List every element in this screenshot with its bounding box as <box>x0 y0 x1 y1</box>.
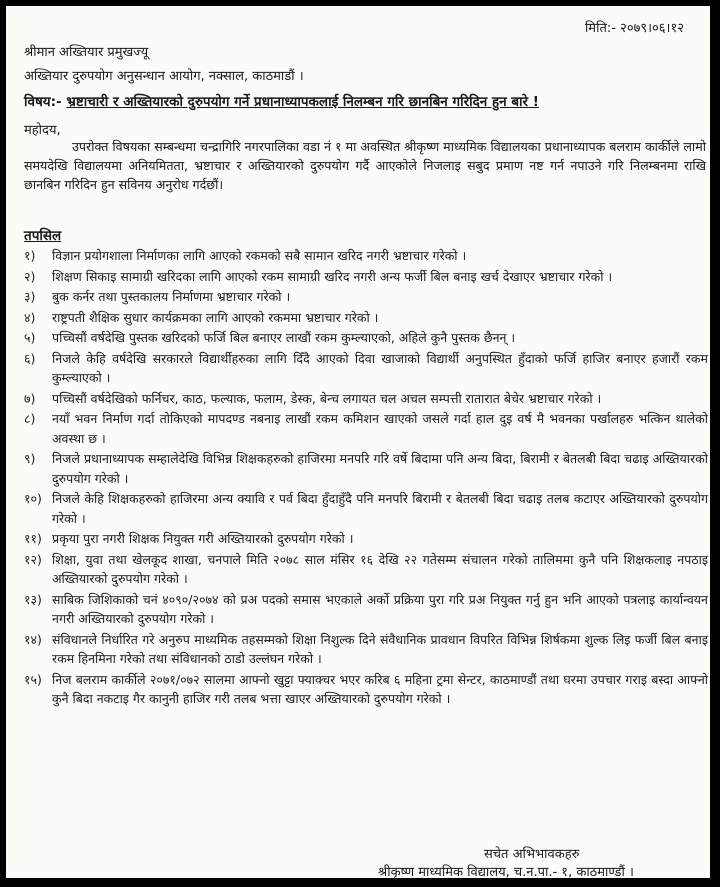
list-item-number: १) <box>24 248 36 263</box>
list-item-text: संविधानले निर्धारित गरे अनुरुप माध्यमिक तहसम्मको शिक्षा निशुल्क दिने संवैधानिक प्रावधान विपरित विभिन्न शिर्षकमा शुल्क लिइ फर्जी बिल बनाइ रकम हिनमिना गरेको तथा संविधानको ठाडो उल्लंघन गरेको । <box>52 631 708 666</box>
list-item <box>24 287 708 307</box>
list-item-number: ४) <box>24 309 36 325</box>
list-item-number: १२) <box>24 551 42 567</box>
list-item-number: ११) <box>24 531 42 546</box>
list-item-text: प्रकृया पुरा नगरी शिक्षक नियुक्त गरी अख्तियारको दुरुपयोग गरेको । <box>52 531 354 546</box>
recipient-office: अख्तियार दुरुपयोग अनुसन्धान आयोग, नक्साल, काठमाडौं । <box>24 69 304 84</box>
list-item <box>24 349 708 388</box>
list-item-text: शिक्षण सिकाइ सामाग्री खरिदका लागि आएको रकम सामाग्री खरिद नगरी अन्य फर्जी बिल बनाइ खर्च देखाएर भ्रष्टाचार गरेको । <box>52 268 613 284</box>
list-item-number: १५) <box>24 671 42 687</box>
list-item-number: ५) <box>24 330 36 345</box>
complaint-list <box>24 246 708 710</box>
list-item <box>24 449 708 488</box>
salutation: महोदय, <box>24 123 61 138</box>
list-item-number: १४) <box>24 631 42 647</box>
list-item <box>24 267 708 287</box>
list-item <box>24 246 708 266</box>
subject-text: भ्रष्टाचारी र अख्तियारको दुरुपयोग गर्ने प्रधानाध्यापकलाई निलम्बन गरि छानबिन गरिदिन हुन बारे ! <box>66 94 539 110</box>
list-item-text: पच्चिसौं वर्षदेखि पुस्तक खरिदको फर्जि बिल बनाएर लाखौं रकम कुम्ल्याएको, अहिले कुनै पुस्तक छैनन् । <box>52 330 516 345</box>
list-item-number: १०) <box>24 491 42 506</box>
list-item-number: ७) <box>24 390 36 406</box>
list-item <box>24 590 708 629</box>
list-item-text: शिक्षा, युवा तथा खेलकूद शाखा, चनपाले मिति २०७८ साल मंसिर १६ देखि २२ गतेसम्म संचालन गरेको तालिममा कुनै पनि शिक्षकलाइ नपठाइ अख्तियारको दुरुपयोग गरेको । <box>52 551 708 586</box>
list-item-number: १३) <box>24 591 42 607</box>
list-item <box>24 529 708 549</box>
recipient-title: श्रीमान अख्तियार प्रमुखज्यू <box>24 45 149 60</box>
list-item-text: निजले प्रधानाध्यापक सम्हालेदेखि विभिन्न शिक्षकहरुको हाजिरमा मनपरि गरि वर्षे बिदामा पनि अन्य बिदा, बिरामी र बेतलबी बिदा चढाइ अख्तियारको दुरुपयोग गरेको । <box>52 451 708 486</box>
details-heading: तपसिल <box>24 228 62 244</box>
signature-line-1: सचेत अभिभावकहरु <box>484 847 580 862</box>
list-item <box>24 670 708 709</box>
list-item-text: निजले केहि शिक्षकहरुको हाजिरमा अन्य क्यावि र पर्व बिदा हुँदाहुँदै पनि मनपरि बिरामी र बेतलबी बिदा चढाइ तलब कटाएर अख्तियारको दुरुपयोग गरेको । <box>52 491 708 526</box>
signature-line-2: श्रीकृष्ण माध्यमिक विद्यालय, च.न.पा.- १, काठमाण्डौं । <box>378 865 634 880</box>
list-item <box>24 409 708 448</box>
list-item-number: ८) <box>24 411 36 426</box>
list-item-text: नयाँ भवन निर्माण गर्दा तोकिएको मापदण्ड नबनाइ लाखौं रकम कमिशन खाएको जसले गर्दा हाल दुइ वर्ष मै भवनका पर्खालहरु भत्किन थालेको अवस्था छ । <box>52 411 708 446</box>
list-item <box>24 489 708 528</box>
body-paragraph: उपरोक्त विषयका सम्बन्धमा चन्द्रागिरि नगरपालिका वडा नं १ मा अवस्थित श्रीकृष्ण माध्यमिक विद्यालयका प्रधानाध्यापक बलराम कार्कीले लामो समयदेखि विद्यालयमा अनियमितता, भ्रष्टाचार र अख्तियारको दुरुपयोग गर्दै आएकोले निजलाइ सबुद प्रमाण नष्ट गर्न नपाउने गरि निलम्बनमा राखि छानबिन गरिदिन हुन सविनय अनुरोध गर्दछौं। <box>24 139 706 192</box>
letter-page <box>6 6 710 878</box>
list-item-text: पच्चिसौं वर्षदेखिको फर्निचर, काठ, फल्याक, फलाम, डेस्क, बेन्च लगायत चल अचल सम्पत्ती रातारात बेचेर भ्रष्टाचार गरेको । <box>52 390 602 406</box>
list-item <box>24 308 708 328</box>
letter-date: मिति:- २०७९।०६।१२ <box>584 21 684 36</box>
subject-label: विषय:- <box>24 94 62 110</box>
list-item-text: साबिक जिशिकाको चनं ४०९०/२०७४ को प्रअ पदको समास भएकाले अर्को प्रक्रिया पुरा गरि प्रअ नियुक्त गर्नु हुन भनि आएको पत्रलाइ कार्यान्वयन नगरी अख्तियारको दुरुपयोग गरेको । <box>52 591 708 626</box>
subject-line <box>24 92 539 110</box>
list-item-text: विज्ञान प्रयोगशाला निर्माणका लागि आएको रकमको सबै सामान खरिद नगरी भ्रष्टाचार गरेको । <box>52 248 467 263</box>
list-item <box>24 630 708 669</box>
list-item <box>24 389 708 409</box>
list-item-text: राष्ट्रपती शैक्षिक सुधार कार्यक्रमका लागि आएको रकममा भ्रष्टाचार गरेको । <box>52 309 379 325</box>
list-item-text: निज बलराम कार्कीले २०७१/०७२ सालमा आफ्नो खुट्टा फ्याक्चर भएर करिब ६ महिना ट्रमा सेन्टर, काठमाण्डौं तथा घरमा उपचार गराइ बस्दा आफ्नो कुनै बिदा नकटाइ गैर कानुनी हाजिर गरी तलब भत्ता खाएर अख्तियारको दुरुपयोग गरेको । <box>52 671 708 706</box>
list-item-text: निजले केहि वर्षदेखि सरकारले विद्यार्थीहरुका लागि दिँदै आएको दिवा खाजाको विद्यार्थी अनुपस्थित हुँदाको फर्जि हाजिर बनाएर हजारौं रकम कुम्ल्याएको । <box>52 350 708 385</box>
list-item-number: ६) <box>24 350 36 366</box>
list-item-number: ९) <box>24 451 36 466</box>
list-item <box>24 328 708 348</box>
list-item-text: बुक कर्नर तथा पुस्तकालय निर्माणमा भ्रष्टाचार गरेको । <box>52 289 291 304</box>
list-item-number: ३) <box>24 289 36 304</box>
list-item-number: २) <box>24 268 36 284</box>
list-item <box>24 550 708 589</box>
